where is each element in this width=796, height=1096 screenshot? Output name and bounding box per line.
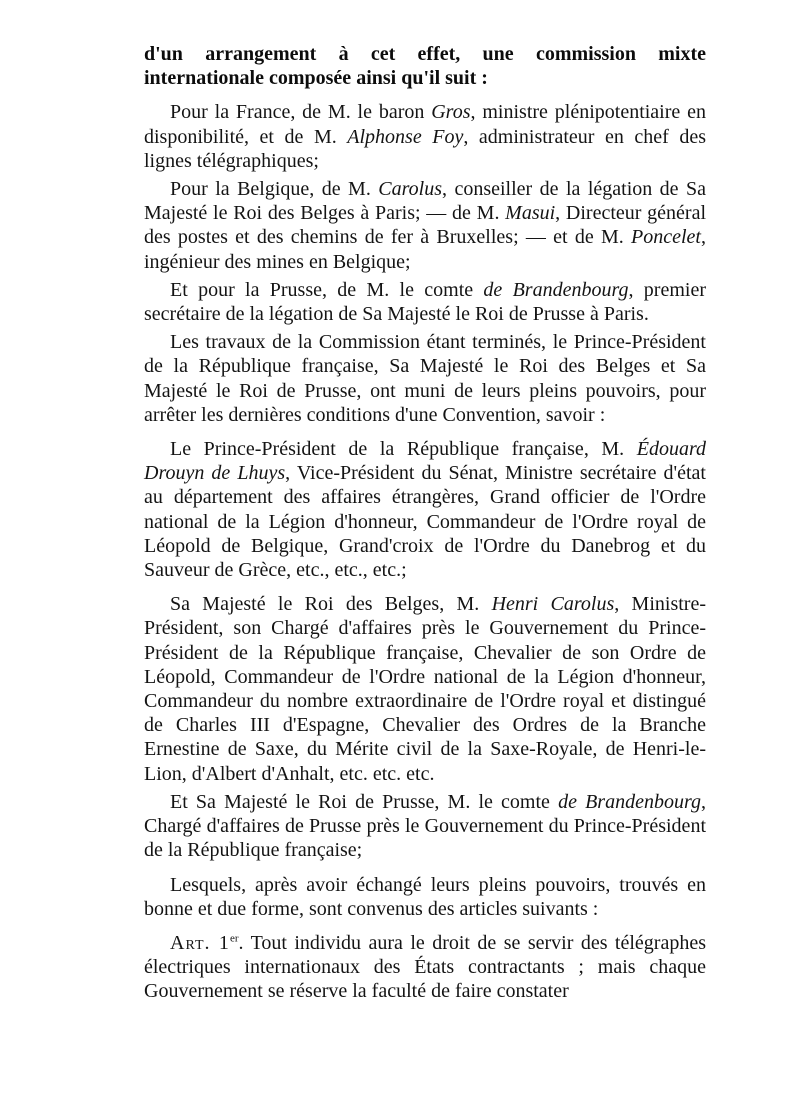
paragraph-prince-president <box>144 437 706 582</box>
name-poncelet: Poncelet <box>631 226 701 249</box>
text-segment: , administrateur en chef des lignes télégraphiques; <box>144 125 707 172</box>
paragraph-text: Lesquels, après avoir échangé leurs pleins pouvoirs, trouvés en bonne et due forme, sont convenus des articles suivants : <box>144 873 706 920</box>
article-ordinal: er <box>229 932 239 945</box>
name-carolus: Carolus <box>378 178 443 201</box>
name-brandenbourg: de Brandenbourg <box>558 790 702 813</box>
paragraph-commission <box>144 42 706 90</box>
paragraph-roi-des-belges <box>144 592 706 786</box>
text-segment: Pour la Belgique, de M. <box>170 178 379 201</box>
article-label: Art. 1 <box>170 931 230 954</box>
text-segment: , ingénieur des mines en Belgique; <box>144 226 706 273</box>
paragraph-belgique <box>144 177 706 274</box>
text-segment: , ministre plénipotentiaire en disponibilité, et de M. <box>144 101 707 148</box>
text-segment: , Ministre-Président, son Chargé d'affaires près le Gouvernement du Prince-Président de la République française, Chevalier de son Ordre de Léopold, Commandeur de l'Ordre national de la Légion d'honneur, Commandeur du nombre extraordinaire de l'Ordre royal et distingué de Charles III d'Espagne, Chevalier des Ordres de la Branche Ernestine de Saxe, du Mérite civil de la Saxe-Royale, de Henri-le-Lion, d'Albert d'Anhalt, etc. etc. etc. <box>144 593 706 785</box>
text-segment: Pour la France, de M. le baron <box>170 101 432 124</box>
text-segment: Sa Majesté le Roi des Belges, M. <box>170 593 492 616</box>
paragraph-roi-de-prusse <box>144 790 706 863</box>
name-brandenbourg: de Brandenbourg <box>483 278 629 301</box>
text-segment: , conseiller de la légation de Sa Majesté le Roi des Belges à Paris; — de M. <box>144 178 706 225</box>
paragraph-prusse <box>144 278 706 326</box>
text-segment: , Vice-Président du Sénat, Ministre secrétaire d'état au département des affaires étrangères, Grand officier de l'Ordre national de la Légion d'honneur, Commandeur de l'Ordre royal de Léopold de Belgique, Grand'croix de l'Ordre du Danebrog et du Sauveur de Grèce, etc., etc., etc.; <box>144 462 706 582</box>
name-henri-carolus: Henri Carolus <box>491 593 615 616</box>
paragraph-travaux <box>144 330 706 427</box>
paragraph-text: Les travaux de la Commission étant terminés, le Prince-Président de la République française, Sa Majesté le Roi des Belges et Sa Majesté le Roi de Prusse, ont muni de leurs pleins pouvoirs, pour arrêter les dernières conditions d'une Convention, savoir : <box>144 331 706 426</box>
name-drouyn-de-lhuys: Édouard Drouyn de Lhuys <box>144 438 706 485</box>
name-alphonse-foy: Alphonse Foy <box>347 125 464 148</box>
name-masui: Masui <box>505 202 556 225</box>
name-gros: Gros <box>431 101 471 124</box>
text-segment: , premier secrétaire de la légation de Sa Majesté le Roi de Prusse à Paris. <box>144 278 706 326</box>
paragraph-france <box>144 100 706 173</box>
article-text: . Tout individu aura le droit de se servir des télégraphes électriques internationaux des États contractants ; mais chaque Gouvernement se réserve la faculté de faire constater <box>144 931 706 1003</box>
text-segment: Et Sa Majesté le Roi de Prusse, M. le comte <box>170 790 559 813</box>
paragraph-lesquels <box>144 873 706 921</box>
text-segment: Et pour la Prusse, de M. le comte <box>170 278 484 301</box>
text-segment: , Chargé d'affaires de Prusse près le Gouvernement du Prince-Président de la République française; <box>144 790 707 862</box>
text-segment: , Directeur général des postes et des chemins de fer à Bruxelles; — et de M. <box>144 202 706 249</box>
paragraph-text: d'un arrangement à cet effet, une commission mixte internationale composée ainsi qu'il suit : <box>144 43 706 90</box>
document-page <box>144 42 706 1008</box>
text-segment: Le Prince-Président de la République française, M. <box>170 438 637 461</box>
article-1 <box>144 931 706 1004</box>
